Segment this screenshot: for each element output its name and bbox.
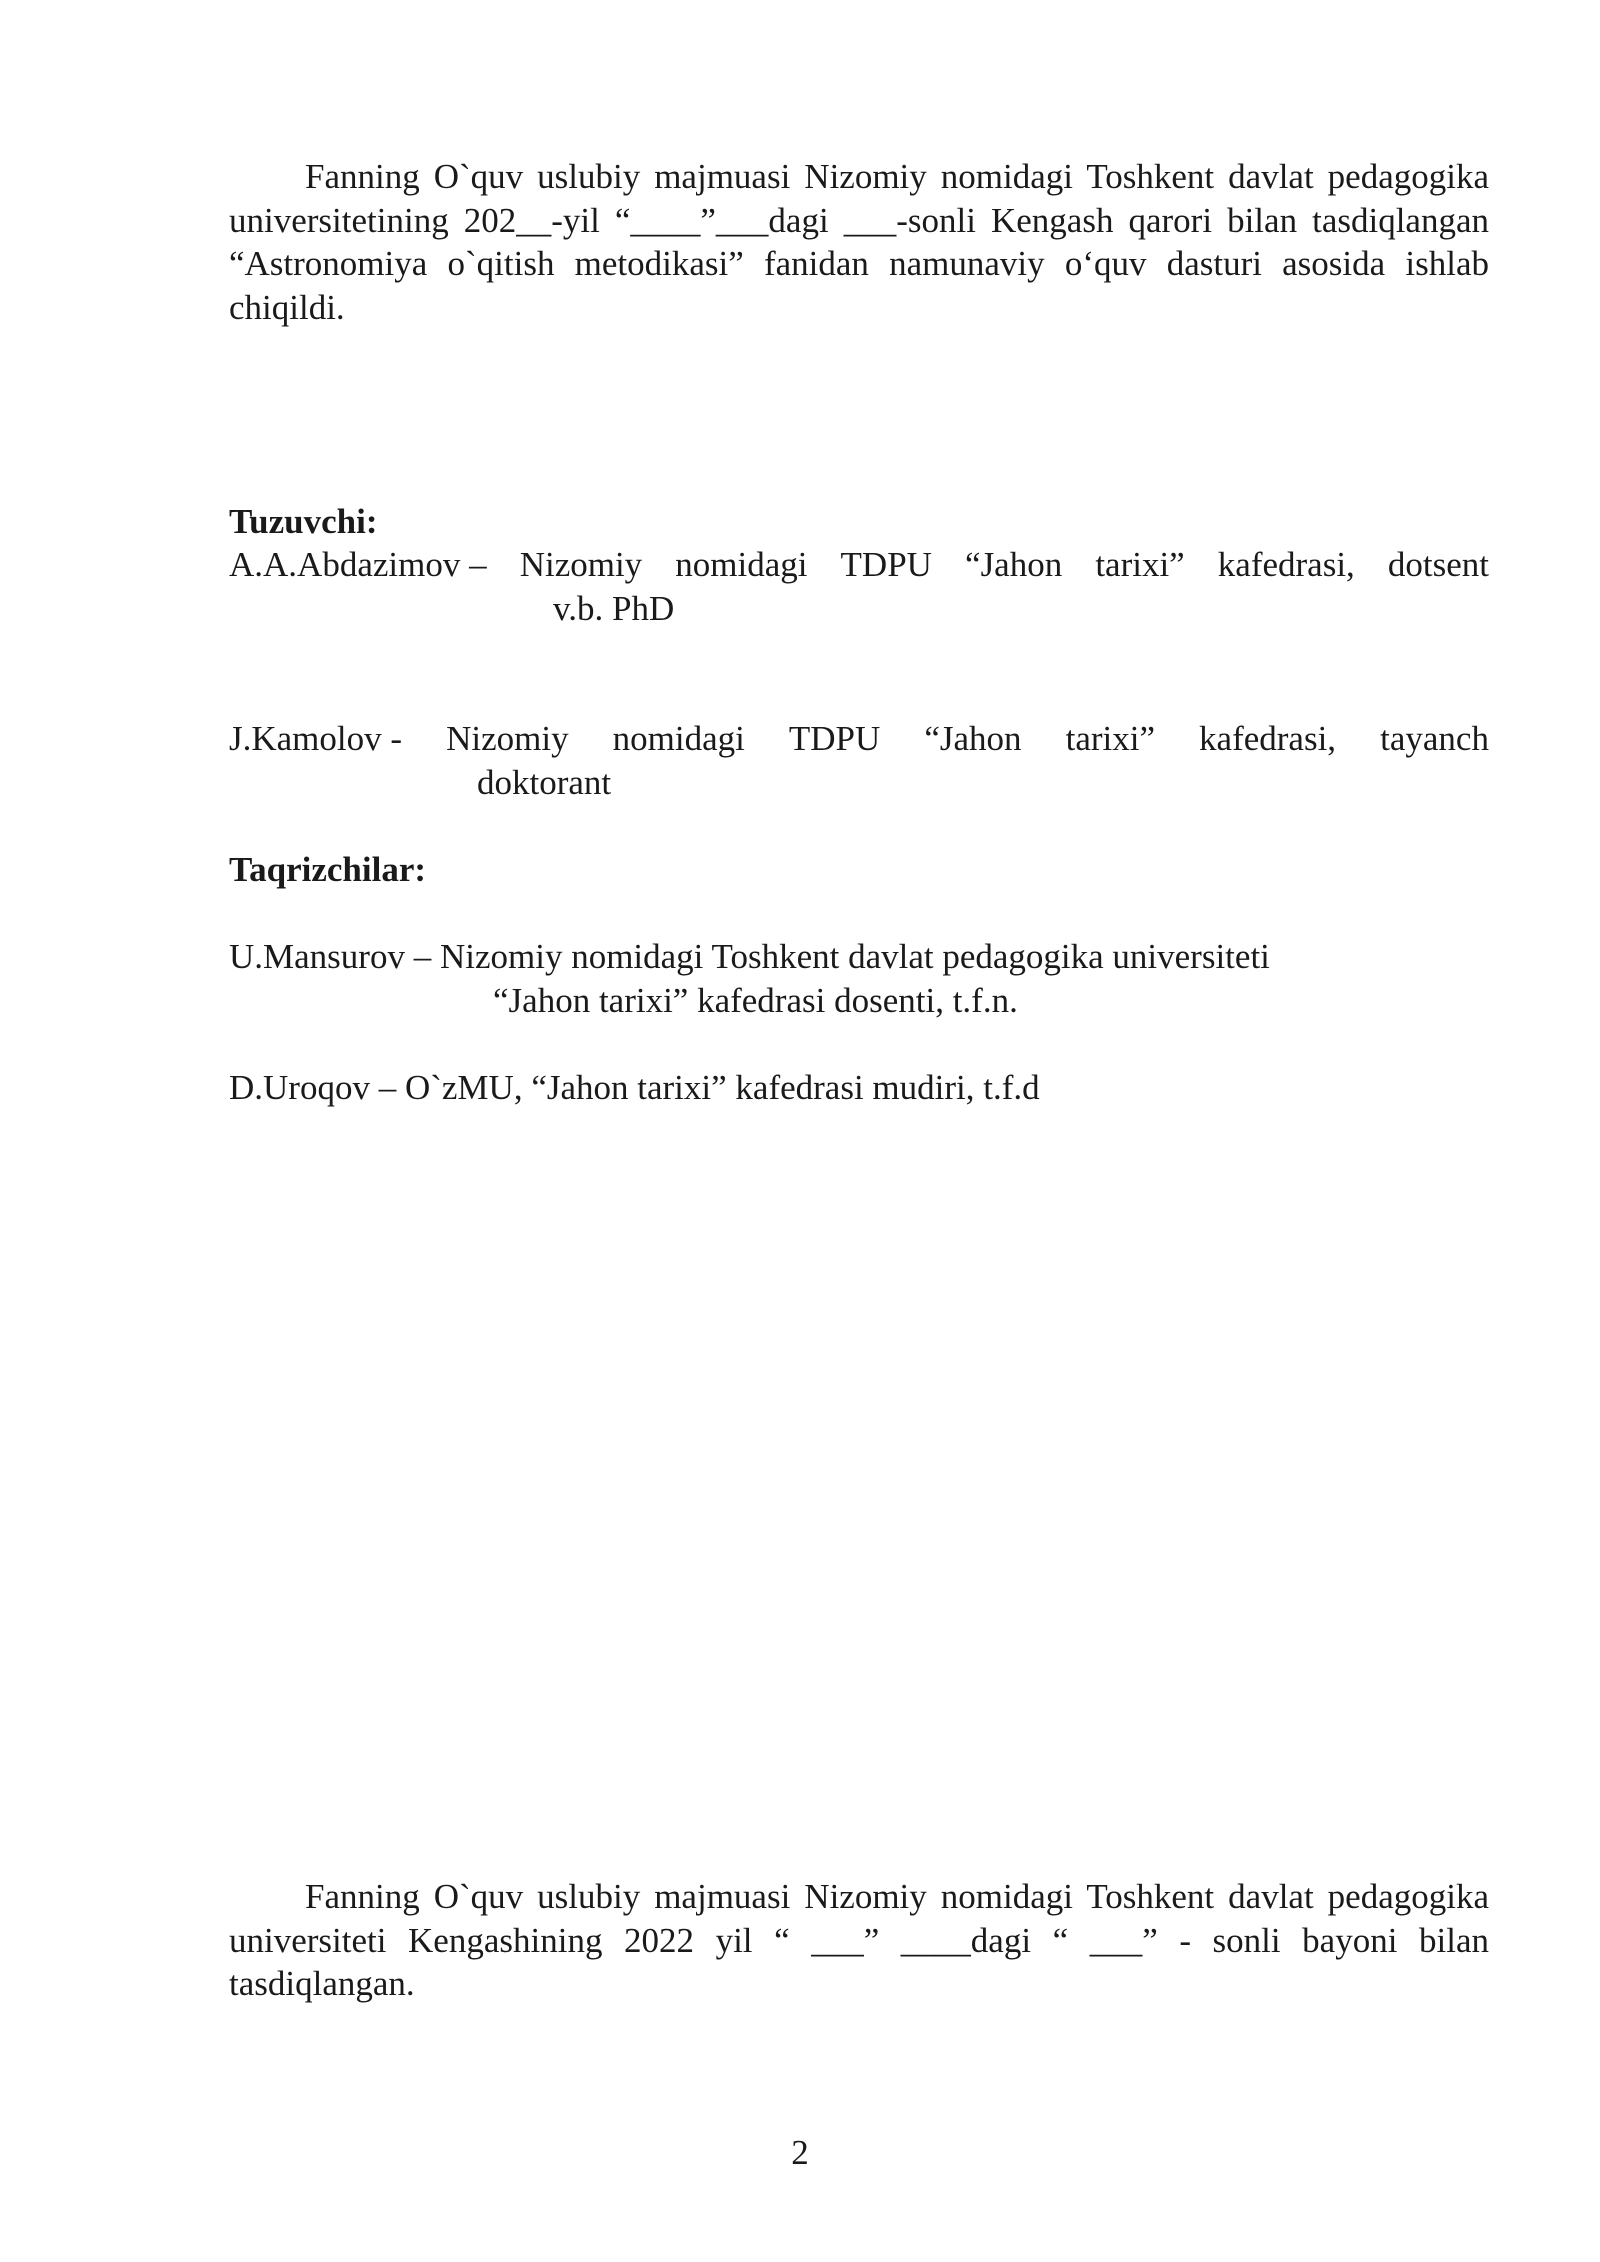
author-word: “Jahon (924, 719, 1022, 758)
author-name: J.Kamolov - (229, 719, 403, 758)
page-number: 2 (791, 2133, 809, 2172)
reviewer-entry (229, 1066, 1489, 1110)
author-continuation: doktorant (477, 762, 612, 802)
authors-heading: Tuzuvchi: (229, 502, 378, 541)
reviewer-entry (229, 935, 1489, 1022)
author-word: TDPU (788, 719, 881, 758)
author-word: Nizomiy (446, 719, 569, 758)
author-continuation: v.b. PhD (553, 588, 675, 628)
author-word: tarixi” (1065, 719, 1155, 758)
reviewer-continuation: “Jahon tarixi” kafedrasi dosenti, t.f.n. (493, 980, 1018, 1020)
author-word: dotsent (1387, 545, 1489, 584)
author-name: A.A.Abdazimov – (229, 545, 487, 584)
reviewer-line: D.Uroqov – O`zMU, “Jahon tarixi” kafedrasi mudiri, t.f.d (229, 1068, 1040, 1107)
author-word: tayanch (1380, 719, 1489, 758)
approval-paragraph: Fanning O`quv uslubiy majmuasi Nizomiy nomidagi Toshkent davlat pedagogika universiteti Kengashining 2022 yil “ ___” ____dagi “ ___” - sonli bayoni bilan tasdiqlangan. (229, 1877, 1489, 2003)
reviewers-heading: Taqrizchilar: (229, 850, 427, 889)
author-word: nomidagi (612, 719, 745, 758)
author-word: nomidagi (675, 545, 808, 584)
author-line (229, 717, 1489, 761)
author-word: “Jahon (965, 545, 1063, 584)
author-word: TDPU (840, 545, 932, 584)
author-word: Nizomiy (519, 545, 643, 584)
author-word: tarixi” (1095, 545, 1185, 584)
author-line (229, 543, 1489, 587)
reviewer-line: U.Mansurov – Nizomiy nomidagi Toshkent davlat pedagogika universiteti (229, 937, 1270, 976)
intro-paragraph: Fanning O`quv uslubiy majmuasi Nizomiy nomidagi Toshkent davlat pedagogika universitetining 202__-yil “____”___dagi ___-sonli Kengash qarori bilan tasdiqlangan “Astronomiya o`qitish metodikasi” fanidan namunaviy o‘quv dasturi asosida ishlab chiqildi. (229, 157, 1489, 327)
author-word: kafedrasi, (1217, 545, 1355, 584)
author-entry (229, 717, 1489, 804)
author-word: kafedrasi, (1199, 719, 1337, 758)
author-entry (229, 543, 1489, 630)
